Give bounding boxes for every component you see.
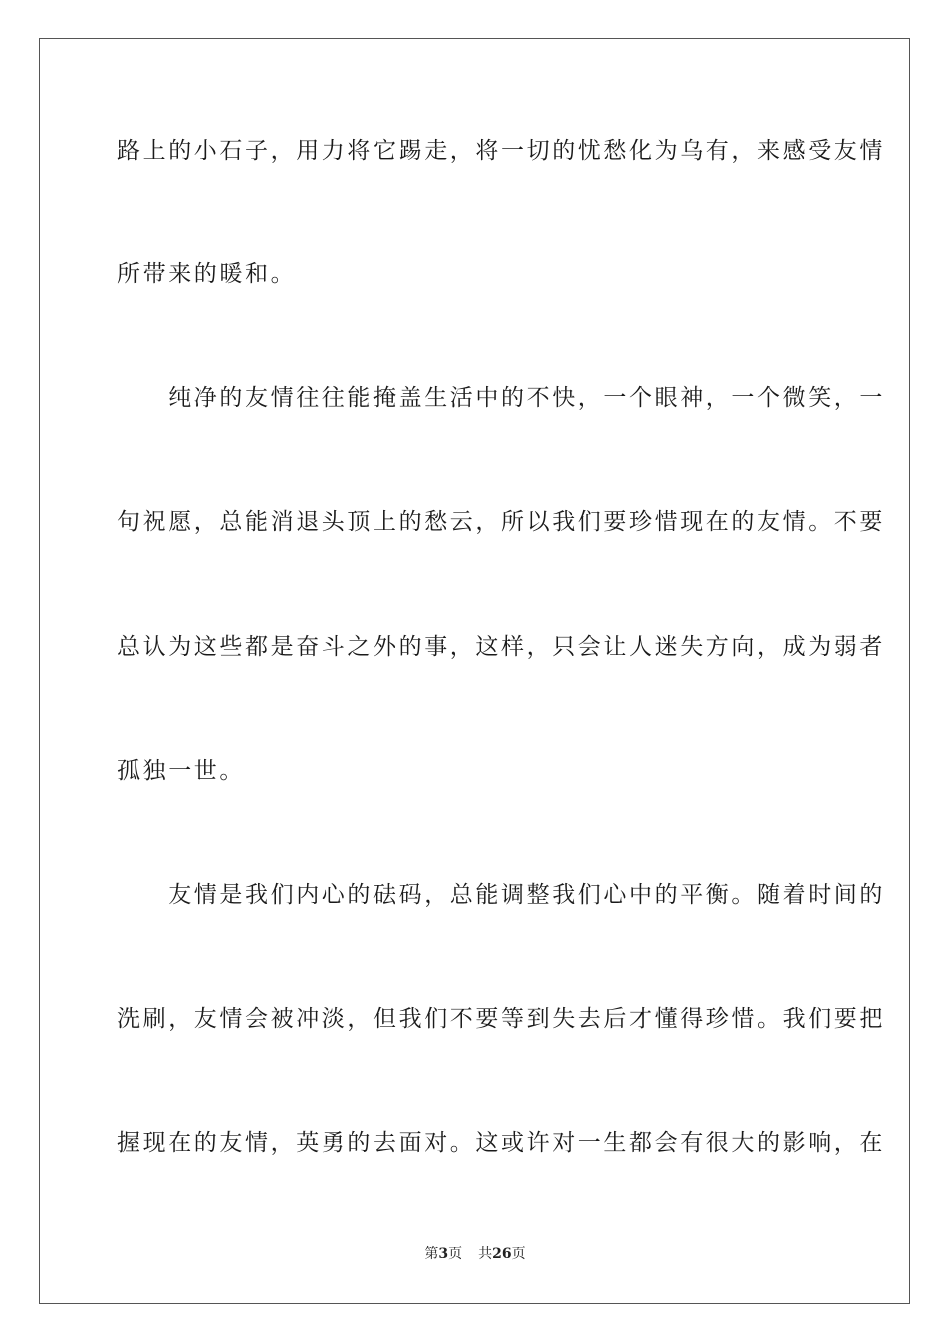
- text-line: 孤独一世。: [117, 758, 245, 784]
- page-total: 共26页: [478, 1246, 526, 1262]
- text-line: 洗刷，友情会被冲淡，但我们不要等到失去后才懂得珍惜。我们要把: [117, 1006, 885, 1032]
- text-line: 握现在的友情，英勇的去面对。这或许对一生都会有很大的影响，在: [117, 1130, 885, 1156]
- text-line: 路上的小石子，用力将它踢走，将一切的忧愁化为乌有，来感受友情: [117, 138, 885, 164]
- page-footer: [0, 1244, 950, 1264]
- paragraph-start-line: 纯净的友情往往能掩盖生活中的不快，一个眼神，一个微笑，一: [117, 385, 885, 411]
- text-line: 总认为这些都是奋斗之外的事，这样，只会让人迷失方向，成为弱者: [117, 634, 885, 660]
- text-line: 所带来的暖和。: [117, 261, 297, 287]
- paragraph-start-line: 友情是我们内心的砝码，总能调整我们心中的平衡。随着时间的: [117, 882, 885, 908]
- page-number: 第3页: [424, 1246, 463, 1262]
- text-line: 句祝愿，总能消退头顶上的愁云，所以我们要珍惜现在的友情。不要: [117, 509, 885, 535]
- page-border: [39, 38, 910, 1304]
